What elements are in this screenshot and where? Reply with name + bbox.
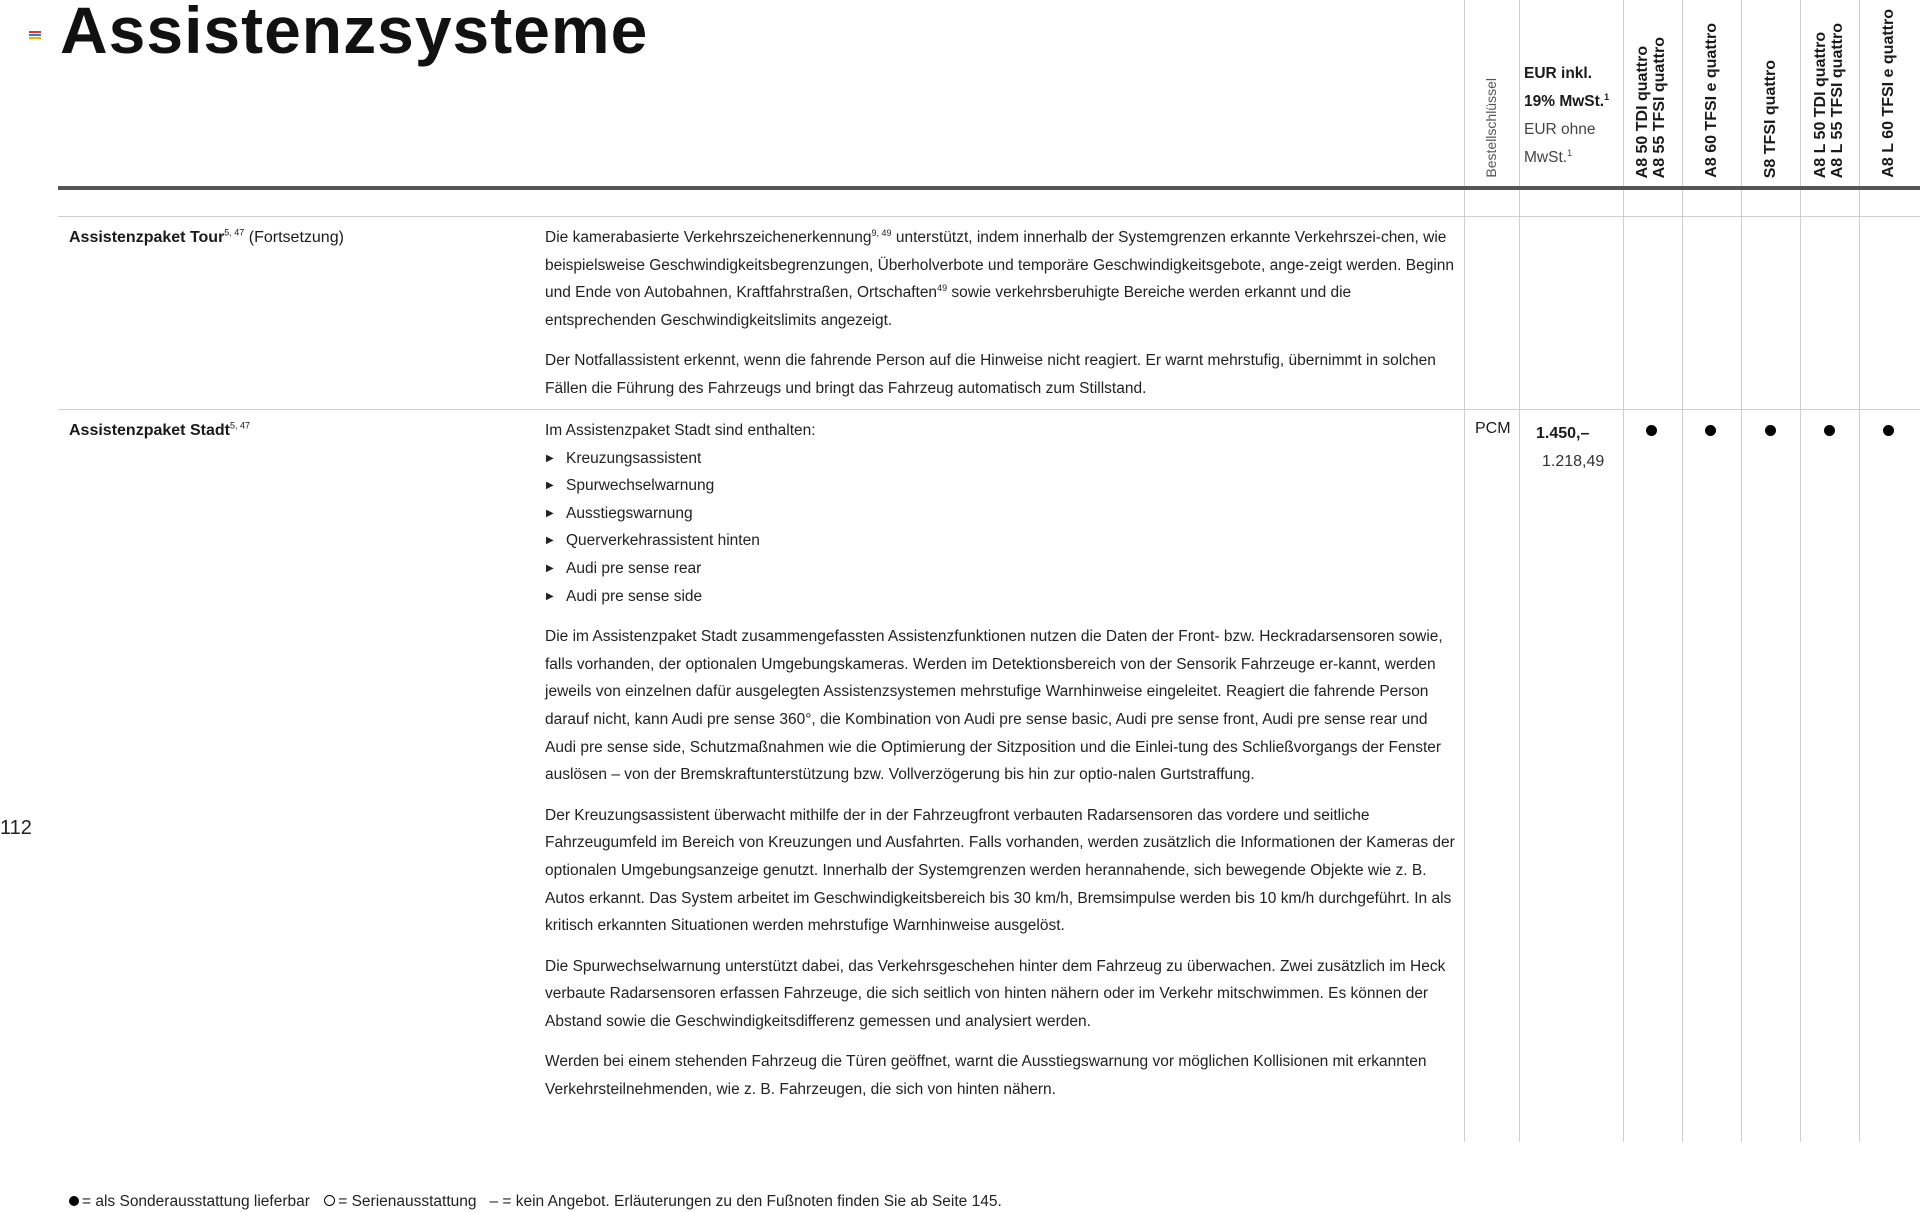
page-number: 112 <box>0 817 32 839</box>
row-description-stadt <box>545 417 1455 1117</box>
column-divider <box>1519 0 1520 1142</box>
availability-optional-icon <box>1646 425 1657 436</box>
header-model-3: S8 TFSI quattro <box>1762 59 1779 178</box>
legend-standard: = Serienausstattung <box>338 1193 477 1210</box>
list-item: ▶ Kreuzungsassistent <box>545 445 1455 473</box>
header-model-5: A8 L 60 TFSI e quattro <box>1880 9 1897 178</box>
availability-optional-icon <box>1883 425 1894 436</box>
legend-none: – = kein Angebot. Erläuterungen zu den Fußnoten finden Sie ab Seite 145. <box>489 1193 1002 1210</box>
list-item: ▶ Ausstiegswarnung <box>545 500 1455 528</box>
open-circle-icon <box>324 1195 335 1206</box>
list-item: ▶ Spurwechselwarnung <box>545 472 1455 500</box>
availability-optional-icon <box>1705 425 1716 436</box>
header-model-4: A8 L 50 TDI quattro A8 L 55 TFSI quattro <box>1812 22 1846 178</box>
price-excl: 1.218,49 <box>1542 453 1605 470</box>
filled-circle-icon <box>69 1196 79 1206</box>
row-label-stadt: Assistenzpaket Stadt$^{5, 47}$ <box>69 420 250 439</box>
column-divider <box>1682 0 1683 1142</box>
header-price-incl: EUR inkl. 19% MwSt.$^1$ <box>1524 65 1610 110</box>
header-price <box>1524 60 1624 172</box>
price-cell <box>1536 420 1608 476</box>
header-model-2: A8 60 TFSI e quattro <box>1703 23 1720 178</box>
legend <box>69 1193 1002 1211</box>
availability-optional-icon <box>1824 425 1835 436</box>
page-title: Assistenzsysteme <box>60 0 649 67</box>
row-divider <box>58 409 1920 410</box>
legend-optional: = als Sonderausstattung lieferbar <box>82 1193 310 1210</box>
column-divider <box>1859 0 1860 1142</box>
paragraph: Die im Assistenzpaket Stadt zusammengefassten Assistenzfunktionen nutzen die Daten der Front- bzw. Heckradarsensoren sowie, falls vorhanden, der optionalen Umgebungskameras. Werden im Detektionsbereich von der Sensorik Fahrzeuge er-kannt, werden jeweils von einzelnen dafür ausgelegten Assistenzsystemen mehrstufige Warnhinweise eingeleitet. Reagiert die fahrende Person darauf nicht, kann Audi pre sense 360°, die Kombination von Audi pre sense basic, Audi pre sense front, Audi pre sense rear und Audi pre sense side, Schutzmaßnahmen wie die Optimierung der Sitzposition und die Einlei-tung des Schließvorgangs der Fenster auslösen – von der Bremskraftunterstützung bzw. Vollverzögerung bis hin zur optio-nalen Gurtstraffung. <box>545 628 1443 784</box>
brand-color-mark-icon <box>29 31 41 40</box>
list-item: ▶ Audi pre sense side <box>545 583 1455 611</box>
header-order-key: Bestellschlüssel <box>1483 78 1499 178</box>
price-incl: 1.450,– <box>1536 425 1590 442</box>
header-price-excl: EUR ohne MwSt.$^1$ <box>1524 121 1596 166</box>
row-description-tour <box>545 224 1455 416</box>
paragraph: Der Kreuzungsassistent überwacht mithilfe der in der Fahrzeugfront verbauten Radarsensoren das vordere und seitliche Fahrzeugumfeld im Bereich von Kreuzungen und Ausfahrten. Falls vorhanden, werden zusätzlich die Informationen der Kameras der optionalen Umgebungsanzeige genutzt. Innerhalb der Systemgrenzen werden herannahende, sich bewegende Objekte wie z. B. Autos erkannt. Das System arbeitet im Geschwindigkeitsbereich bis 30 km/h, Bremsimpulse werden bis 10 km/h durchgeführt. In als kritisch erkannten Situationen werden mehrstufige Warnhinweise ausgelöst. <box>545 806 1455 935</box>
paragraph: Im Assistenzpaket Stadt sind enthalten: <box>545 422 816 439</box>
paragraph: Die Spurwechselwarnung unterstützt dabei, das Verkehrsgeschehen hinter dem Fahrzeug zu überwachen. Zwei zusätzlich im Heck verbaute Radarsensoren erfassen Fahrzeuge, die sich seitlich von hinten nähern oder im Verkehr mitschwimmen. Es können der Abstand sowie die Geschwindigkeitsdifferenz gemessen und analysiert werden. <box>545 957 1446 1030</box>
column-divider <box>1800 0 1801 1142</box>
column-divider <box>1464 0 1465 1142</box>
feature-list <box>545 445 1455 611</box>
paragraph: Der Notfallassistent erkennt, wenn die fahrende Person auf die Hinweise nicht reagiert. Er warnt mehrstufig, übernimmt in solchen Fällen die Führung des Fahrzeugs und bringt das Fahrzeug automatisch zum Stillstand. <box>545 352 1436 397</box>
header-model-1: A8 50 TDI quattro A8 55 TFSI quattro <box>1634 36 1668 178</box>
row-label-tour: Assistenzpaket Tour$^{5, 47}$ (Fortsetzung) <box>69 227 344 246</box>
paragraph: Die kamerabasierte Verkehrszeichenerkennung$^{9, 49}$ unterstützt, indem innerhalb der Systemgrenzen erkannte Verkehrszei-chen, wie beispielsweise Geschwindigkeitsbegrenzungen, Überholverbote und temporäre Geschwindigkeitsgebote, ange-zeigt werden. Beginn und Ende von Autobahnen, Kraftfahrstraßen, Ortschaften$^{49}$ sowie verkehrsberuhigte Bereiche werden erkannt und die entsprechenden Geschwindigkeitslimits angezeigt. <box>545 227 1455 329</box>
order-code: PCM <box>1475 420 1511 437</box>
list-item: ▶ Audi pre sense rear <box>545 555 1455 583</box>
column-divider <box>1741 0 1742 1142</box>
header-rule <box>58 186 1920 190</box>
list-item: ▶ Querverkehrassistent hinten <box>545 527 1455 555</box>
row-divider <box>58 216 1920 217</box>
paragraph: Werden bei einem stehenden Fahrzeug die Türen geöffnet, warnt die Ausstiegswarnung vor möglichen Kollisionen mit erkannten Verkehrsteilnehmenden, wie z. B. Fahrzeugen, die sich von hinten nähern. <box>545 1053 1427 1099</box>
availability-optional-icon <box>1765 425 1776 436</box>
